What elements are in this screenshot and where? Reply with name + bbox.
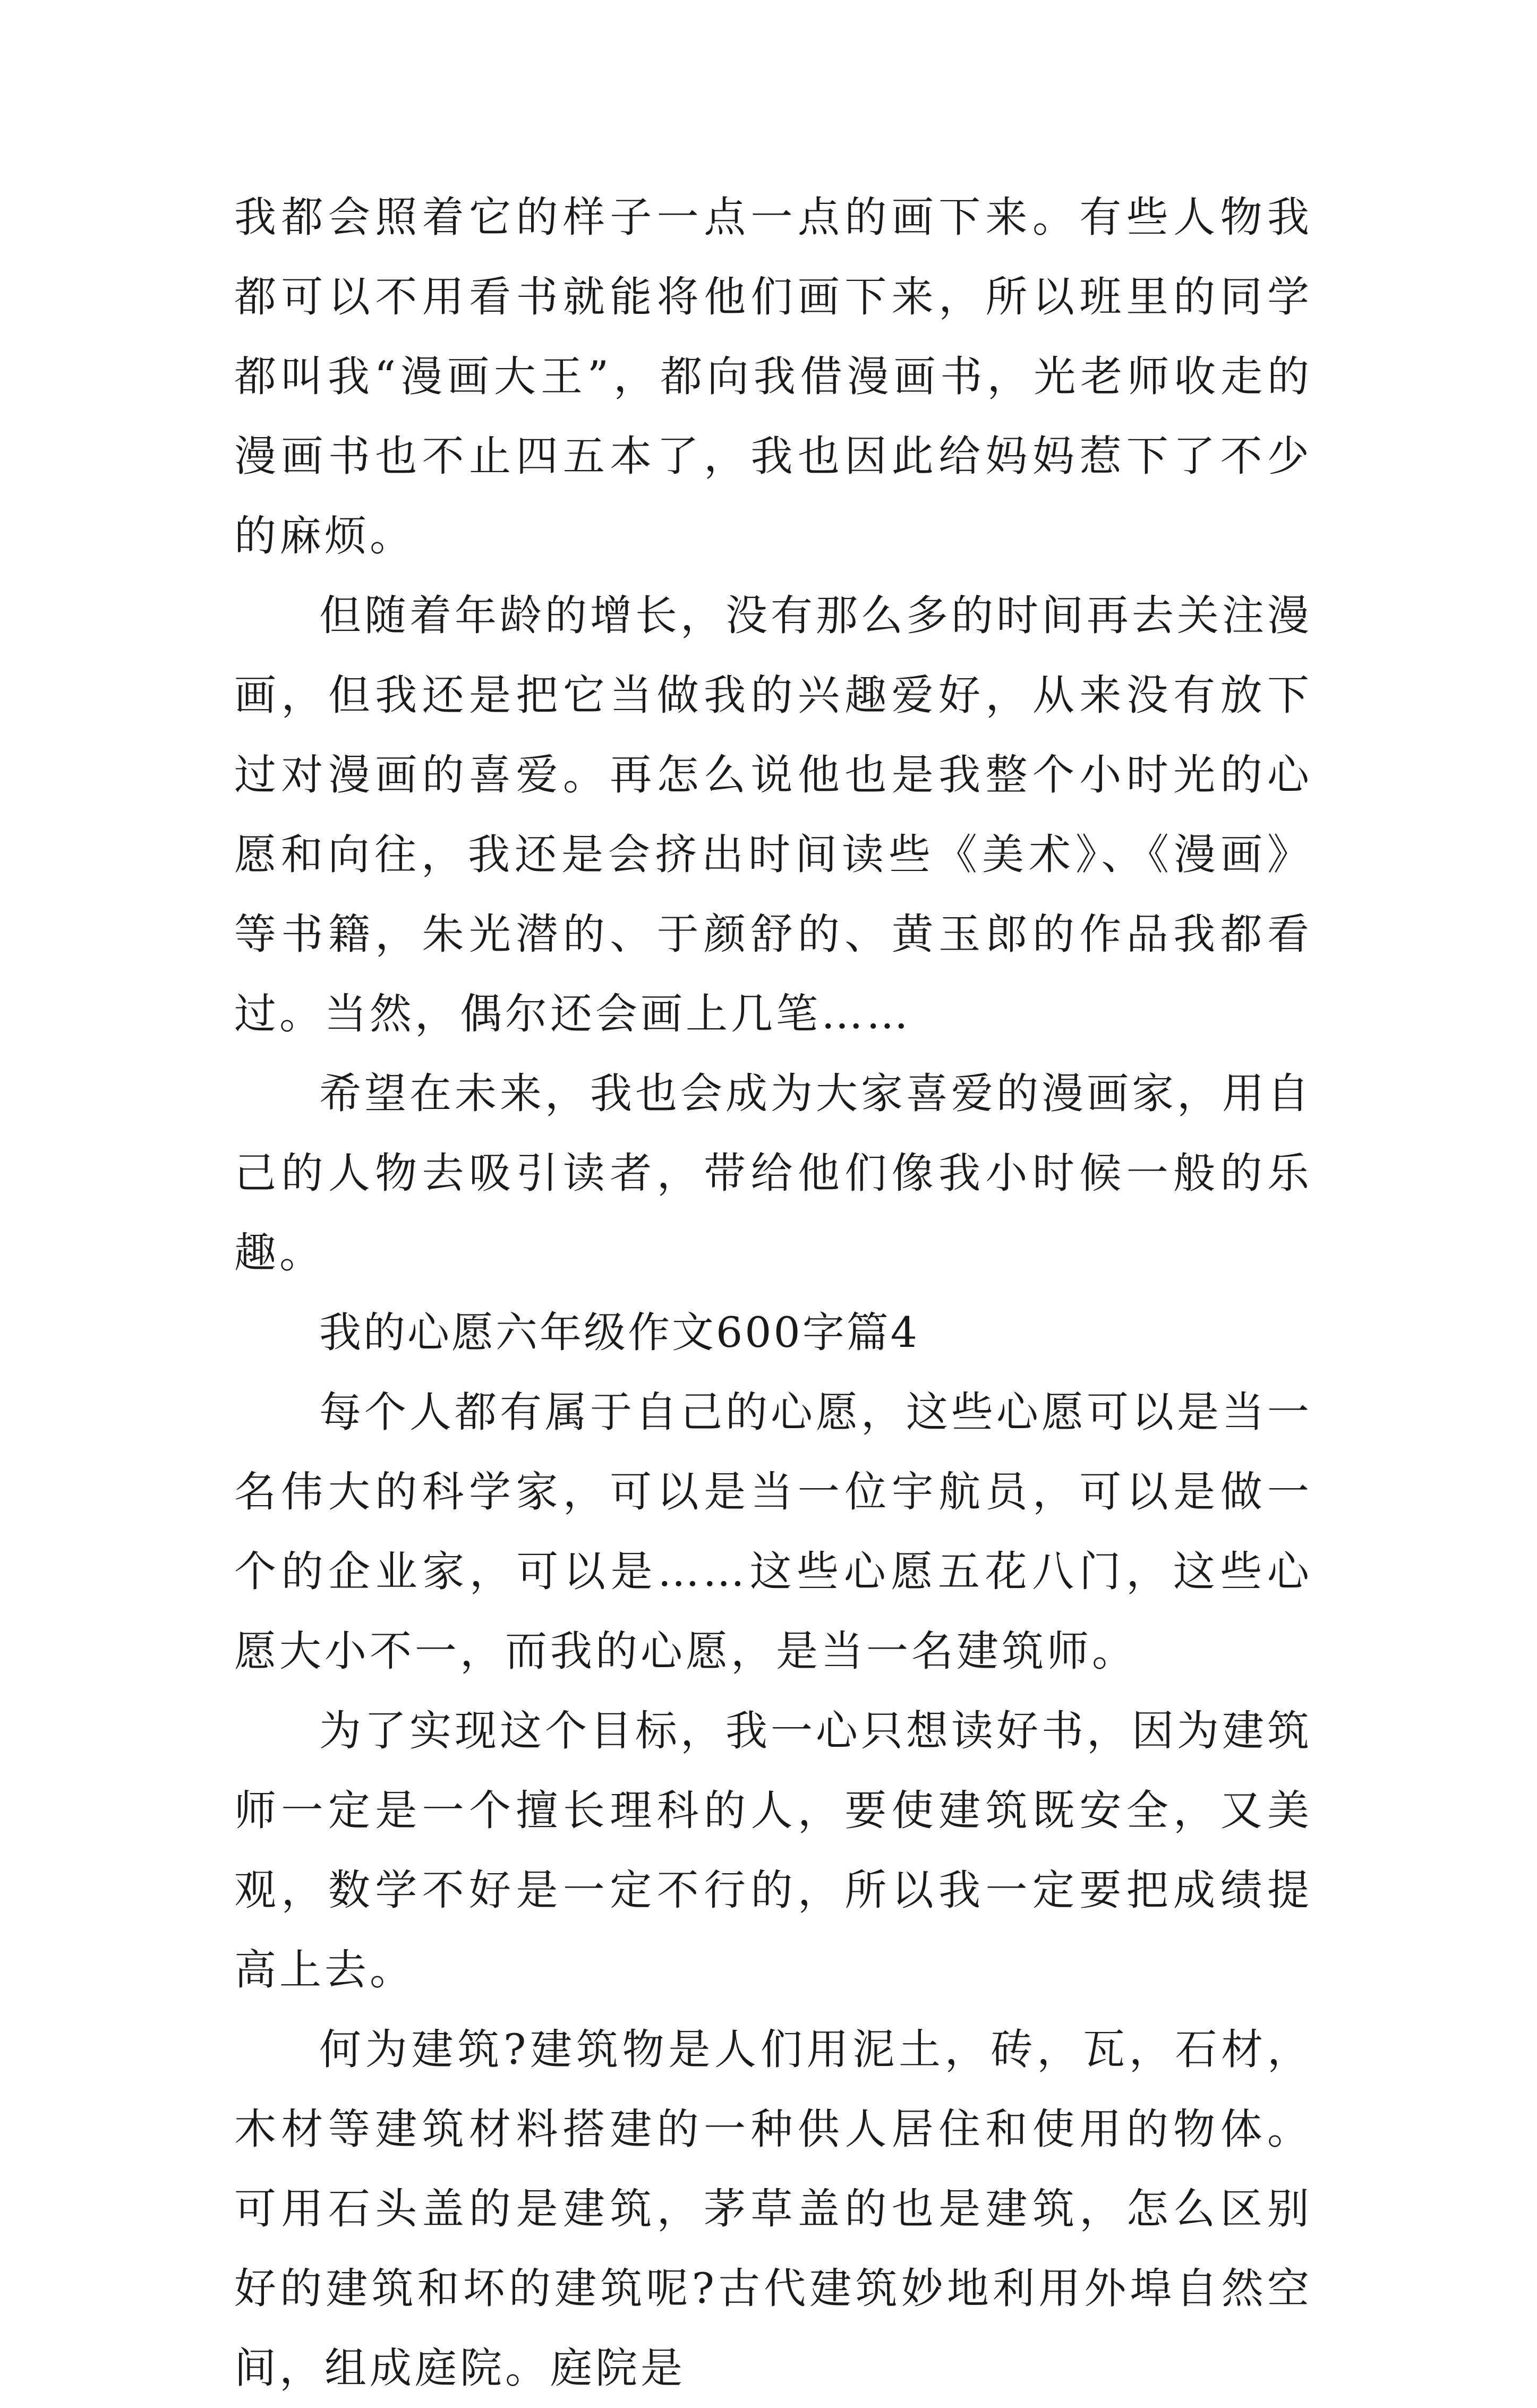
paragraph: 希望在未来，我也会成为大家喜爱的漫画家，用自己的人物去吸引读者，带给他们像我小时候一般的乐趣。 bbox=[234, 1069, 1312, 1277]
paragraph: 何为建筑?建筑物是人们用泥土，砖，瓦，石材，木材等建筑材料搭建的一种供人居住和使用的物体。可用石头盖的是建筑，茅草盖的也是建筑，怎么区别好的建筑和坏的建筑呢?古代建筑妙地利用外埠自然空间，组成庭院。庭院是 bbox=[234, 2025, 1312, 2393]
paragraph: 每个人都有属于自己的心愿，这些心愿可以是当一名伟大的科学家，可以是当一位宇航员，可以是做一个的企业家，可以是……这些心愿五花八门，这些心愿大小不一，而我的心愿，是当一名建筑师。 bbox=[234, 1388, 1312, 1676]
section-heading: 我的心愿六年级作文600字篇4 bbox=[319, 1308, 920, 1357]
paragraph-continuation: 我都会照着它的样子一点一点的画下来。有些人物我都可以不用看书就能将他们画下来，所以班里的同学都叫我“漫画大王”，都向我借漫画书，光老师收走的漫画书也不止四五本了，我也因此给妈妈惹下了不少的麻烦。 bbox=[234, 193, 1312, 560]
paragraph: 为了实现这个目标，我一心只想读好书，因为建筑师一定是一个擅长理科的人，要使建筑既安全，又美观，数学不好是一定不行的，所以我一定要把成绩提高上去。 bbox=[234, 1706, 1312, 1994]
paragraph: 但随着年龄的增长，没有那么多的时间再去关注漫画，但我还是把它当做我的兴趣爱好，从来没有放下过对漫画的喜爱。再怎么说他也是我整个小时光的心愿和向往，我还是会挤出时间读些《美术》、《漫画》等书籍，朱光潜的、于颜舒的、黄玉郎的作品我都看过。当然，偶尔还会画上几笔…… bbox=[234, 591, 1312, 1038]
document-body bbox=[234, 177, 1312, 2408]
